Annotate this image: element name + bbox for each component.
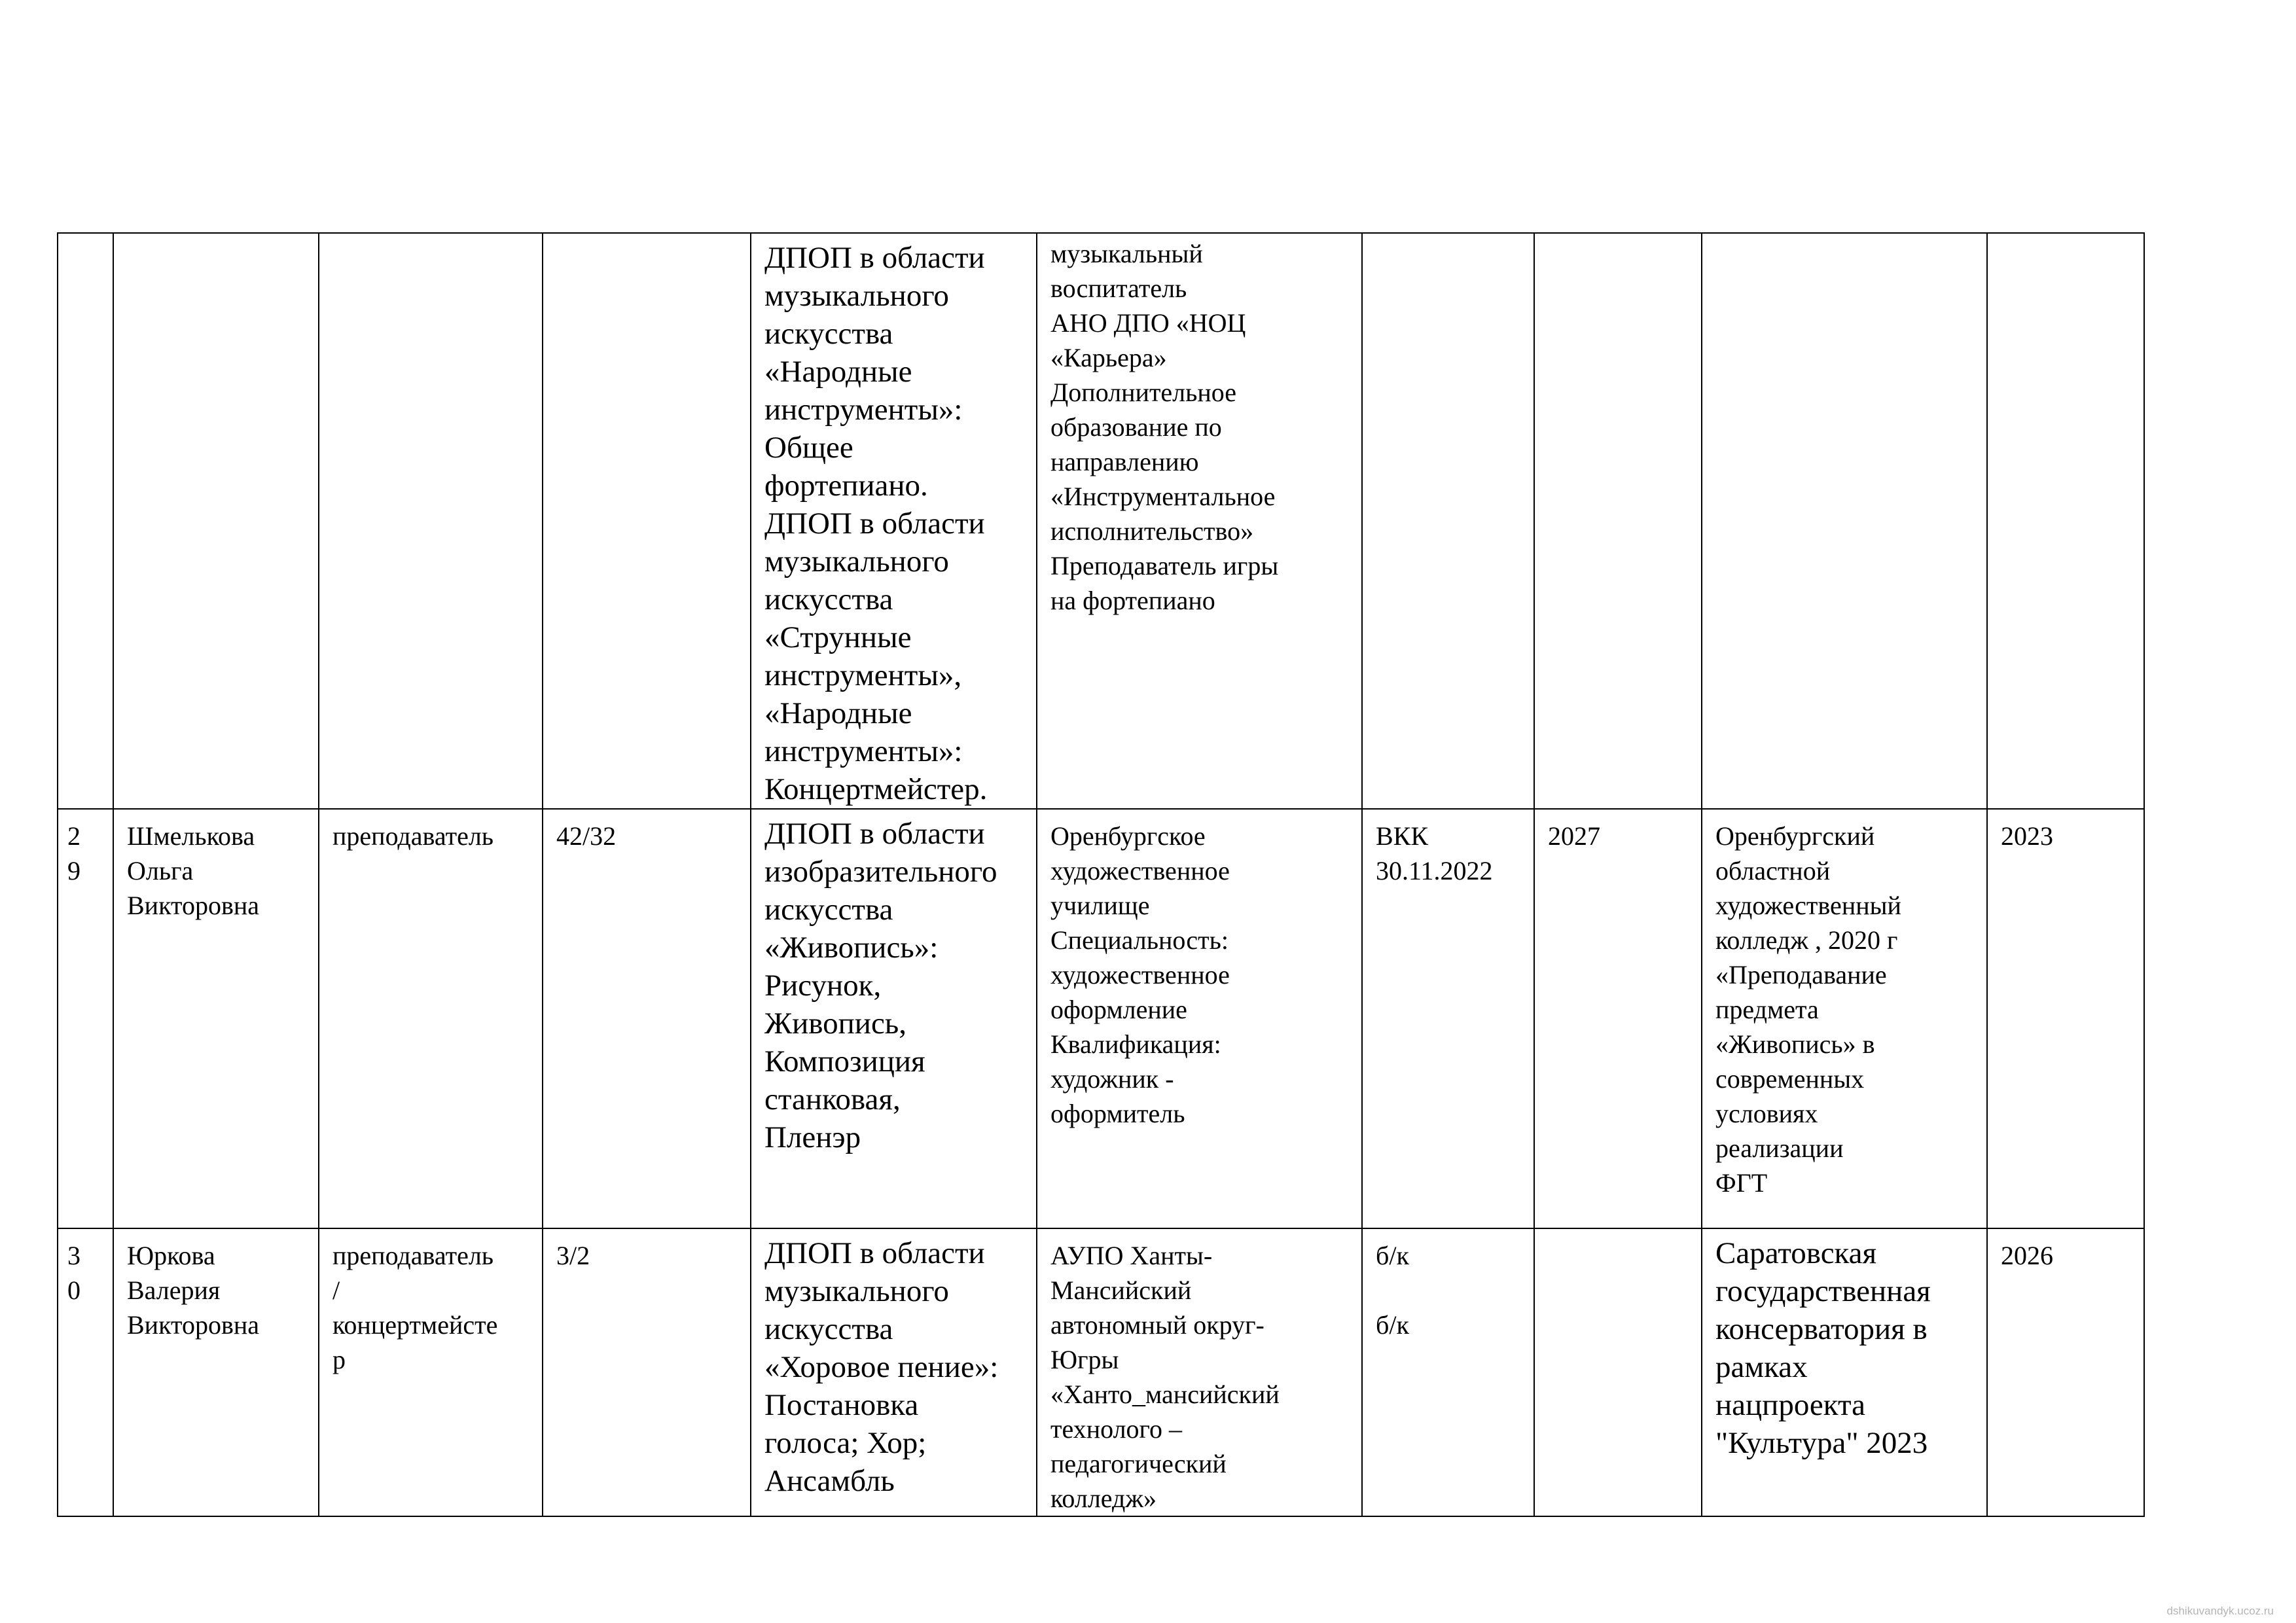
- experience-cell: 3/2: [543, 1228, 751, 1516]
- name-cell: Юркова Валерия Викторовна: [113, 1228, 319, 1516]
- programs-cell: ДПОП в области музыкального искусства «Народные инструменты»: Общее фортепиано. ДПОП в области музыкального искусства «Струнные инструменты», «Народные инструменты»: Концертмейстер.: [751, 233, 1037, 809]
- category-year-cell: [1534, 1228, 1702, 1516]
- name-cell: Шмелькова Ольга Викторовна: [113, 809, 319, 1228]
- education-cell: Оренбургское художественное училище Специальность: художественное оформление Квалификация: художник - оформитель: [1037, 809, 1362, 1228]
- row-number-cell: 2 9: [58, 809, 113, 1228]
- training-cell: Оренбургский областной художественный колледж , 2020 г «Преподавание предмета «Живопись» в современных условиях реализации ФГТ: [1702, 809, 1987, 1228]
- row-number-cell: 3 0: [58, 1228, 113, 1516]
- category-year-cell: [1534, 233, 1702, 809]
- training-cell: Саратовская государственная консерватория в рамках нацпроекта "Культура" 2023: [1702, 1228, 1987, 1516]
- watermark: dshikuvandyk.ucoz.ru: [2166, 1605, 2274, 1617]
- name-cell: [113, 233, 319, 809]
- training-year-cell: [1987, 233, 2144, 809]
- programs-cell: ДПОП в области музыкального искусства «Хоровое пение»: Постановка голоса; Хор; Ансамбль: [751, 1228, 1037, 1516]
- category-year-cell: 2027: [1534, 809, 1702, 1228]
- row-number-cell: [58, 233, 113, 809]
- experience-cell: 42/32: [543, 809, 751, 1228]
- position-cell: преподаватель: [319, 809, 543, 1228]
- training-year-cell: 2023: [1987, 809, 2144, 1228]
- table-row: [58, 1228, 2144, 1516]
- table-row: [58, 809, 2144, 1228]
- category-cell: б/к б/к: [1362, 1228, 1534, 1516]
- education-cell: АУПО Ханты- Мансийский автономный округ- Югры «Ханто_мансийский технолого – педагогический колледж»: [1037, 1228, 1362, 1516]
- table-row: [58, 233, 2144, 809]
- category-cell: ВКК 30.11.2022: [1362, 809, 1534, 1228]
- training-cell: [1702, 233, 1987, 809]
- category-cell: [1362, 233, 1534, 809]
- education-cell: музыкальный воспитатель АНО ДПО «НОЦ «Карьера» Дополнительное образование по направлению «Инструментальное исполнительство» Преподаватель игры на фортепиано: [1037, 233, 1362, 809]
- staff-table: [57, 232, 2145, 1517]
- training-year-cell: 2026: [1987, 1228, 2144, 1516]
- position-cell: преподаватель / концертмейсте р: [319, 1228, 543, 1516]
- programs-cell: ДПОП в области изобразительного искусства «Живопись»: Рисунок, Живопись, Композиция станковая, Пленэр: [751, 809, 1037, 1228]
- experience-cell: [543, 233, 751, 809]
- position-cell: [319, 233, 543, 809]
